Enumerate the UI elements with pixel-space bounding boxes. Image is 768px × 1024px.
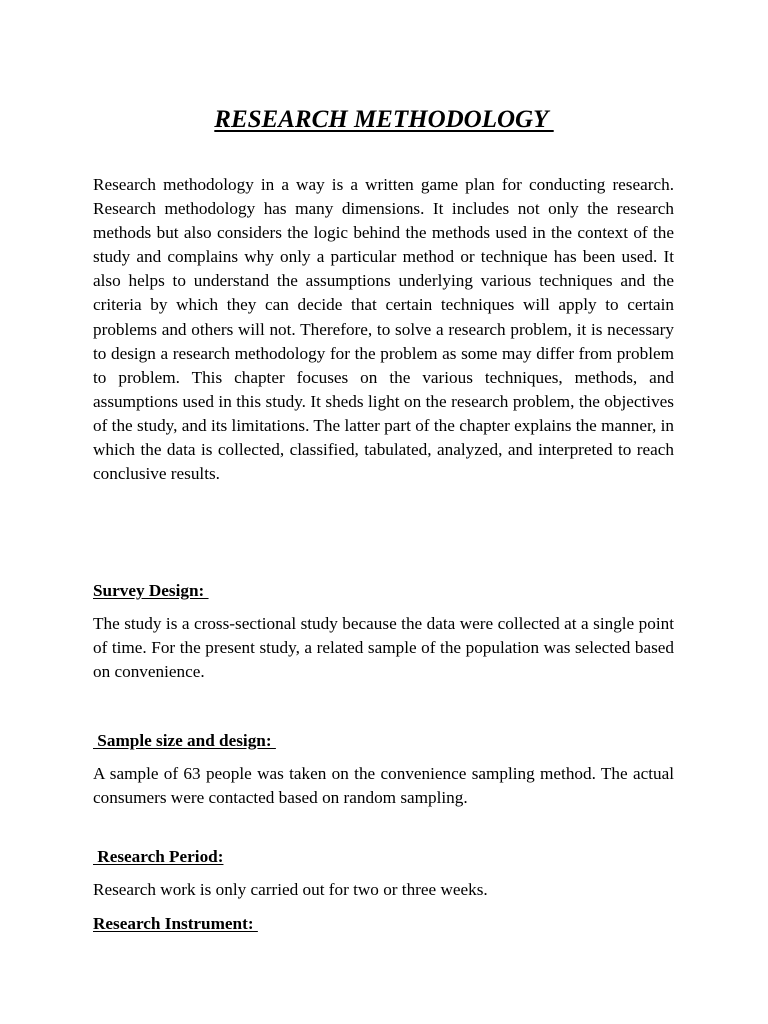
research-period-heading: Research Period: bbox=[93, 847, 224, 866]
research-instrument-heading: Research Instrument: bbox=[93, 914, 258, 933]
survey-design-heading: Survey Design: bbox=[93, 581, 209, 600]
sample-size-paragraph: A sample of 63 people was taken on the convenience sampling method. The actual consumers were contacted based on random sampling. bbox=[93, 764, 674, 808]
page-title: RESEARCH METHODOLOGY bbox=[214, 105, 554, 133]
survey-design-paragraph: The study is a cross-sectional study because the data were collected at a single point of time. For the present study, a related sample of the population was selected based on convenience. bbox=[93, 614, 674, 682]
intro-paragraph: Research methodology in a way is a written game plan for conducting research. Research methodology has many dimensions. It includes not only the research methods but also considers the logic behind the methods used in the context of the study and complains why only a particular method or technique has been used. It also helps to understand the assumptions underlying various techniques and the criteria by which they can decide that certain techniques will apply to certain problems and others will not. Therefore, to solve a research problem, it is necessary to design a research methodology for the problem as some may differ from problem to problem. This chapter focuses on the various techniques, methods, and assumptions used in this study. It sheds light on the research problem, the objectives of the study, and its limitations. The latter part of the chapter explains the manner, in which the data is collected, classified, tabulated, analyzed, and interpreted to reach conclusive results. bbox=[93, 175, 674, 484]
research-period-paragraph: Research work is only carried out for two or three weeks. bbox=[93, 880, 488, 899]
sample-size-heading: Sample size and design: bbox=[93, 731, 276, 750]
